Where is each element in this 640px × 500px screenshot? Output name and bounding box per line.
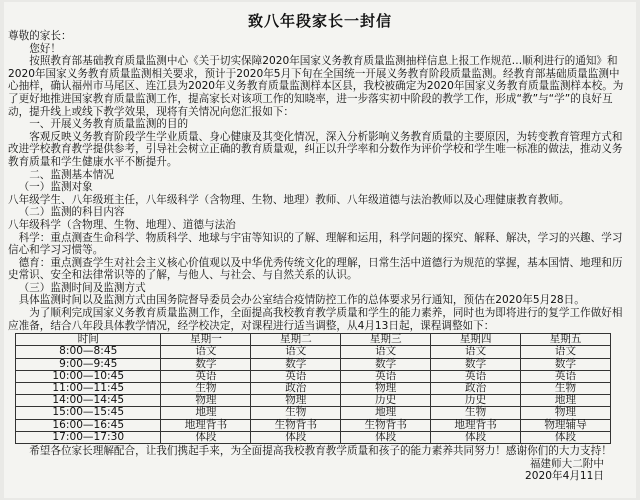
subject-cell: 语文: [251, 346, 341, 358]
letter-body: [8, 30, 630, 483]
header-friday: 星期五: [521, 334, 611, 346]
table-row: [16, 419, 611, 431]
time-cell: 8:00—8:45: [16, 346, 161, 358]
time-cell: 14:00—14:45: [16, 395, 161, 407]
morality-description: 德育：重点测查学生对社会主义核心价值观以及中华优秀传统文化的理解，日常生活中道德行为规范的掌握，基本国情、地理和历史常识、安全和法律常识等的了解，与他人、与社会、与自然关系的认识。: [8, 256, 623, 282]
time-cell: 15:00—15:45: [16, 407, 161, 419]
closing-paragraph: 希望各位家长理解配合，让我们携起手来，为全面提高我校教育教学质量和孩子的能力素养共同努力！感谢你们的大力支持！: [29, 445, 612, 458]
table-row: [16, 395, 611, 407]
subject-cell: 数学: [431, 358, 521, 370]
subject-cell: 生物背书: [341, 419, 431, 431]
subject-cell: 生物: [431, 407, 521, 419]
subject-cell: 英语: [431, 370, 521, 382]
subject-cell: 生物: [521, 383, 611, 395]
schedule-body: [16, 346, 611, 444]
header-thursday: 星期四: [431, 334, 521, 346]
subject-cell: 英语: [341, 370, 431, 382]
time-cell: 16:00—16:45: [16, 419, 161, 431]
subject-cell: 英语: [161, 370, 251, 382]
section-2-1-heading: （一）监测对象: [18, 181, 93, 194]
subject-cell: 体段: [251, 431, 341, 443]
salutation: 尊敬的家长：: [8, 30, 72, 42]
subject-cell: 政治: [431, 383, 521, 395]
date: 2020年4月11日: [525, 470, 604, 483]
subject-cell: 体段: [161, 431, 251, 443]
intro-paragraph: 按照教育部基础教育质量监测中心《关于切实保障2020年国家义务教育质量监测抽样信息上报工作规范…顺利进行的通知》和2020年国家义务教育质量监测相关要求，预计于2020年5月下旬在全国统一开展义务教育阶段质量监测。经教育部基础质量监测中心抽样，确认福州市马尾区、连江县为2020年义务教育质量监测样本区县，我校被确定为2020年国家义务教育质量监测样本校。为了更好地推进国家教育质量监测工作，提高家长对该项工作的知晓率，进一步落实初中阶段的教学工作，形成“教”与“学”的良好互动，提升线上或线下教学效果，现将有关情况向您汇报如下：: [8, 55, 624, 118]
table-row: [16, 346, 611, 358]
subject-cell: 历史: [341, 395, 431, 407]
subject-cell: 生物背书: [251, 419, 341, 431]
section-2-2-subjects: 八年级科学（含物理、生物、地理）、道德与法治: [8, 218, 236, 231]
table-row: [16, 370, 611, 382]
subject-cell: 地理: [521, 395, 611, 407]
subject-cell: 生物: [251, 407, 341, 419]
section-2-1-body: 八年级学生、八年级班主任，八年级科学（含物理、生物、地理）教师、八年级道德与法治教师以及心理健康教育教师。: [8, 193, 570, 206]
subject-cell: 体段: [341, 431, 431, 443]
section-1-heading: 一、开展义务教育质量监测的目的: [29, 118, 189, 131]
subject-cell: 物理: [251, 395, 341, 407]
signature: 福建师大二附中: [529, 457, 604, 470]
subject-cell: 政治: [251, 383, 341, 395]
greeting: 您好！: [29, 42, 61, 55]
subject-cell: 地理背书: [431, 419, 521, 431]
subject-cell: 地理: [341, 407, 431, 419]
header-tuesday: 星期二: [251, 334, 341, 346]
subject-cell: 数学: [251, 358, 341, 370]
section-2-2-heading: （二）监测的科目内容: [18, 206, 125, 219]
subject-cell: 历史: [431, 395, 521, 407]
subject-cell: 物理: [341, 383, 431, 395]
subject-cell: 英语: [521, 370, 611, 382]
subject-cell: 数学: [341, 358, 431, 370]
subject-cell: 语文: [341, 346, 431, 358]
time-cell: 10:00—10:45: [16, 370, 161, 382]
table-row: [16, 383, 611, 395]
time-cell: 11:00—11:45: [16, 383, 161, 395]
section-1-body: 客观反映义务教育阶段学生学业质量、身心健康及其变化情况，深入分析影响义务教育质量的主要原因，为转变教育管理方式和改进学校教育教学提供参考，引导社会树立正确的教育质量观，纠正以升学率和分数作为评价学校和学生唯一标准的做法，推动义务教育质量和学生健康水平不断提升。: [8, 130, 623, 168]
arrangement-paragraph: 为了顺利完成国家义务教育质量监测工作，全面提高我校教育教学质量和学生的能力素养，同时也为即将进行的复学工作做好相应准备，结合八年段具体教学情况，经学校决定，对课程进行适当调整，从4月13日起，课程调整如下：: [8, 307, 623, 332]
science-description: 科学：重点测查生命科学、物质科学、地球与宇宙等知识的了解、理解和运用，科学问题的探究、解释、解决，学习的兴趣、学习信心和学习习惯等。: [8, 231, 623, 257]
header-wednesday: 星期三: [341, 334, 431, 346]
subject-cell: 物理辅导: [521, 419, 611, 431]
schedule-header-row: [16, 334, 611, 346]
subject-cell: 地理: [161, 407, 251, 419]
table-row: [16, 407, 611, 419]
time-cell: 17:00—17:30: [16, 431, 161, 443]
time-cell: 9:00—9:45: [16, 358, 161, 370]
subject-cell: 生物: [161, 383, 251, 395]
subject-cell: 地理背书: [161, 419, 251, 431]
schedule-table: [15, 333, 611, 444]
subject-cell: 数学: [161, 358, 251, 370]
subject-cell: 数学: [521, 358, 611, 370]
header-monday: 星期一: [161, 334, 251, 346]
letter-page: [4, 2, 636, 498]
table-row: [16, 431, 611, 443]
subject-cell: 英语: [251, 370, 341, 382]
section-2-3-heading: （三）监测时间及监测方式: [18, 281, 146, 294]
subject-cell: 体段: [521, 431, 611, 443]
section-2-3-body: 具体监测时间以及监测方式由国务院督导委员会办公室结合疫情防控工作的总体要求另行通知，预估在2020年5月28日。: [18, 294, 585, 307]
subject-cell: 物理: [521, 407, 611, 419]
subject-cell: 语文: [521, 346, 611, 358]
subject-cell: 语文: [161, 346, 251, 358]
header-time: 时间: [16, 334, 161, 346]
subject-cell: 物理: [161, 395, 251, 407]
section-2-heading: 二、监测基本情况: [29, 168, 114, 181]
page-title: 致八年段家长一封信: [247, 12, 392, 30]
table-row: [16, 358, 611, 370]
subject-cell: 体段: [431, 431, 521, 443]
subject-cell: 语文: [431, 346, 521, 358]
